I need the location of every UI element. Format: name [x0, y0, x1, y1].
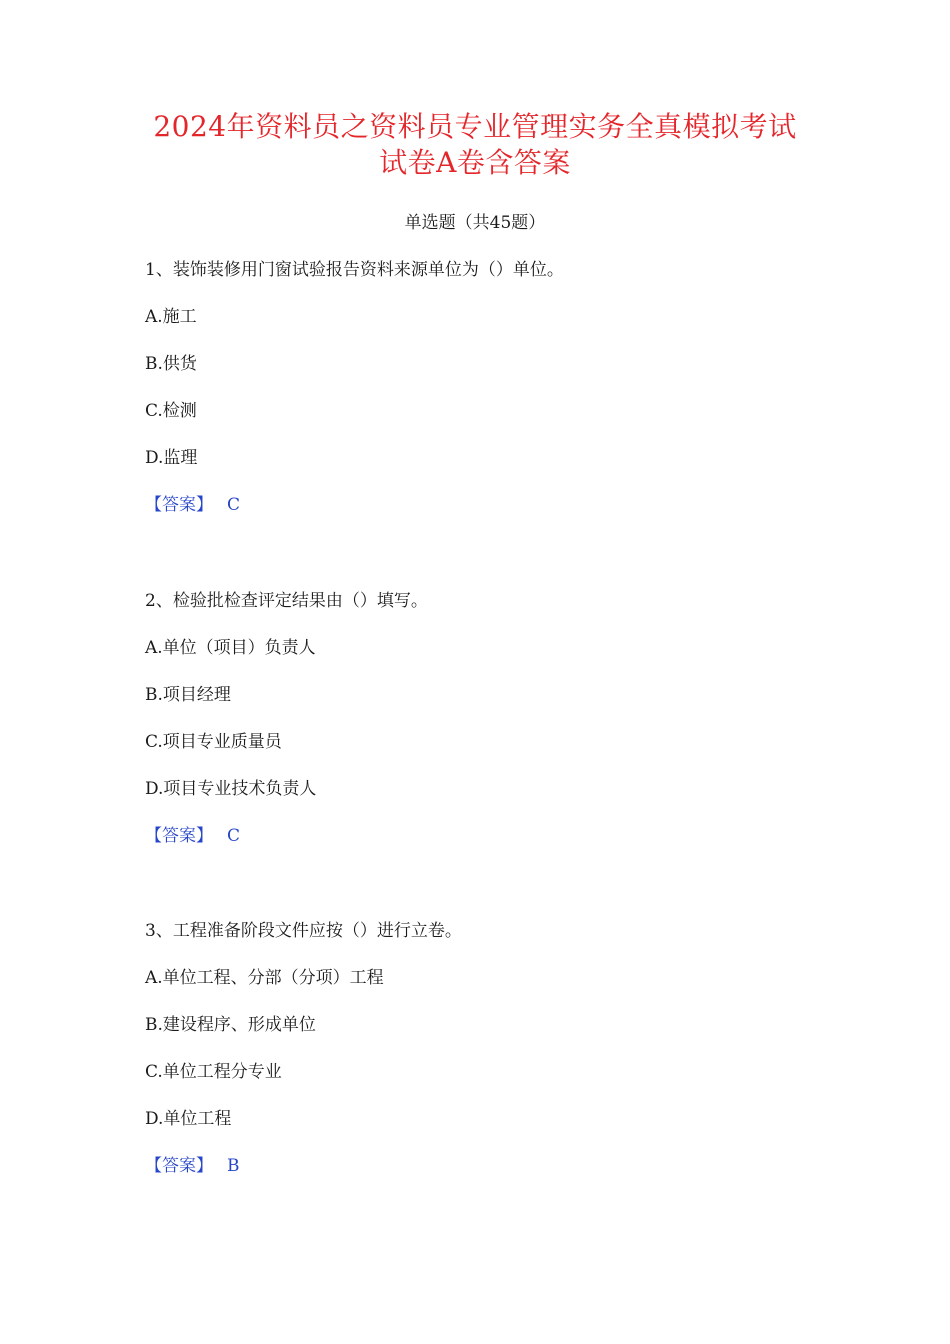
question-2-option-a: A.单位（项目）负责人	[145, 638, 316, 658]
question-3-option-c: C.单位工程分专业	[145, 1062, 282, 1082]
question-2-option-b: B.项目经理	[145, 685, 231, 705]
question-1-option-d: D.监理	[145, 448, 198, 468]
answer-value: C	[227, 495, 241, 515]
answer-value: B	[227, 1156, 240, 1176]
question-1-stem: 1、装饰装修用门窗试验报告资料来源单位为（）单位。	[145, 260, 564, 280]
question-2-option-c: C.项目专业质量员	[145, 732, 282, 752]
document-title-line-2: 试卷A卷含答案	[379, 146, 571, 179]
question-3-option-d: D.单位工程	[145, 1109, 232, 1129]
question-1-option-a: A.施工	[145, 307, 197, 327]
question-2-answer	[145, 823, 240, 849]
question-3-answer	[145, 1153, 240, 1179]
question-3-option-a: A.单位工程、分部（分项）工程	[145, 968, 384, 988]
section-heading: 单选题（共45题）	[404, 213, 546, 233]
question-1-answer	[145, 492, 240, 518]
answer-label: 【答案】	[145, 495, 213, 515]
question-3-option-b: B.建设程序、形成单位	[145, 1015, 316, 1035]
question-1-option-c: C.检测	[145, 401, 197, 421]
answer-label: 【答案】	[145, 826, 213, 846]
question-3-stem: 3、工程准备阶段文件应按（）进行立卷。	[145, 921, 462, 941]
question-2-stem: 2、检验批检查评定结果由（）填写。	[145, 591, 428, 611]
answer-value: C	[227, 826, 241, 846]
document-title-line-1: 2024年资料员之资料员专业管理实务全真模拟考试	[153, 110, 797, 143]
question-2-option-d: D.项目专业技术负责人	[145, 779, 317, 799]
question-1-option-b: B.供货	[145, 354, 197, 374]
answer-label: 【答案】	[145, 1156, 213, 1176]
